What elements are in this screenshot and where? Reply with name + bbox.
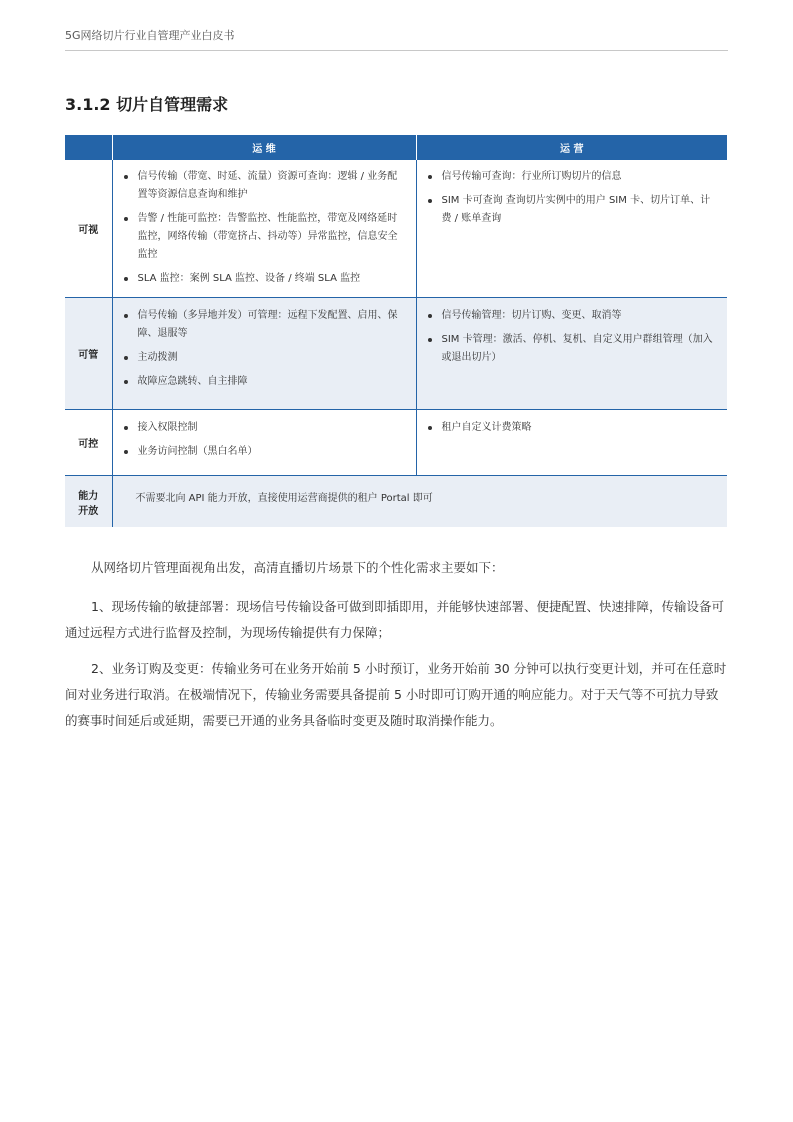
biz-cell xyxy=(416,410,727,476)
section-title: 3.1.2 切片自管理需求 xyxy=(65,95,229,114)
list-item: SIM 卡管理：激活、停机、复机、自定义用户群组管理（加入或退出切片） xyxy=(440,331,717,367)
ops-cell xyxy=(112,298,416,410)
intro-paragraph: 从网络切片管理面视角出发，高清直播切片场景下的个性化需求主要如下： xyxy=(91,560,504,575)
header-corner xyxy=(65,135,112,160)
table-row xyxy=(65,298,727,410)
list-item: 接入权限控制 xyxy=(136,419,405,437)
list-item: 故障应急跳转、自主排障 xyxy=(136,373,405,391)
list-item: 信号传输（多异地并发）可管理：远程下发配置、启用、保障、退服等 xyxy=(136,307,405,343)
paragraph-deployment: 1、现场传输的敏捷部署：现场信号传输设备可做到即插即用，并能够快速部署、便捷配置、快速排障，传输设备可通过远程方式进行监督及控制，为现场传输提供有力保障； xyxy=(65,599,724,640)
list-item: SLA 监控：案例 SLA 监控、设备 / 终端 SLA 监控 xyxy=(136,270,405,288)
list-item: 主动拨测 xyxy=(136,349,405,367)
list-item: 信号传输（带宽、时延、流量）资源可查询：逻辑 / 业务配置等资源信息查询和维护 xyxy=(136,168,405,204)
paragraph-ordering: 2、业务订购及变更：传输业务可在业务开始前 5 小时预订，业务开始前 30 分钟可以执行变更计划，并可在任意时间对业务进行取消。在极端情况下，传输业务需要具备提前 5 小时即可订购开通的响应能力。对于天气等不可抗力导致的赛事时间延后或延期，需要已开通的业务具备临时变更及随时取消操作能力。 xyxy=(65,661,727,728)
col-header-ops: 运 维 xyxy=(112,135,416,160)
running-header: 5G网络切片行业自管理产业白皮书 xyxy=(65,29,235,42)
table-header-row xyxy=(65,135,727,160)
list-item: 业务访问控制（黑白名单） xyxy=(136,443,405,461)
row-label xyxy=(65,476,112,528)
requirements-table xyxy=(65,135,727,527)
table-row xyxy=(65,160,727,298)
row-label-line: 开放 xyxy=(78,505,99,517)
biz-cell xyxy=(416,298,727,410)
ops-cell xyxy=(112,410,416,476)
biz-cell xyxy=(416,160,727,298)
row-label: 可管 xyxy=(65,298,112,410)
list-item: 告警 / 性能可监控：告警监控、性能监控，带宽及网络延时监控，网络传输（带宽挤占、抖动等）异常监控，信息安全监控 xyxy=(136,210,405,264)
row-label-line: 能力 xyxy=(78,490,99,502)
table-row xyxy=(65,410,727,476)
col-header-biz: 运 营 xyxy=(416,135,727,160)
row-label: 可视 xyxy=(65,160,112,298)
table-row xyxy=(65,476,727,528)
list-item: 信号传输管理：切片订购、变更、取消等 xyxy=(440,307,717,325)
row-label: 可控 xyxy=(65,410,112,476)
ops-cell xyxy=(112,160,416,298)
list-item: SIM 卡可查询 查询切片实例中的用户 SIM 卡、切片订单、计费 / 账单查询 xyxy=(440,192,717,228)
list-item: 租户自定义计费策略 xyxy=(440,419,717,437)
list-item: 信号传输可查询：行业所订购切片的信息 xyxy=(440,168,717,186)
header-divider xyxy=(65,50,728,51)
cell-text: 不需要北向 API 能力开放，直接使用运营商提供的租户 Portal 即可 xyxy=(135,493,433,504)
merged-cell xyxy=(112,476,727,528)
